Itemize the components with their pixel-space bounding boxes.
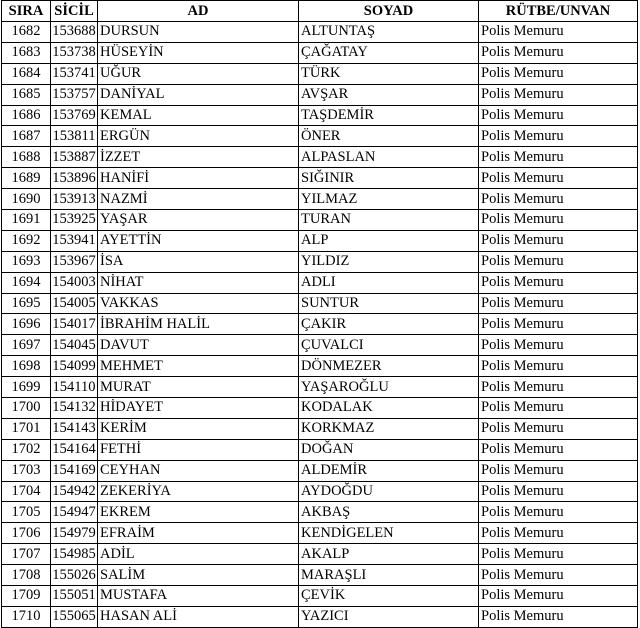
ad-cell: DANİYAL: [98, 84, 299, 105]
soyad-cell: TAŞDEMİR: [299, 105, 479, 126]
ad-cell: EKREM: [98, 502, 299, 523]
rutbe-cell: Polis Memuru: [479, 544, 638, 565]
ad-cell: HÜSEYİN: [98, 42, 299, 63]
sira-cell: 1697: [2, 335, 51, 356]
table-row: [2, 63, 638, 84]
soyad-cell: ÇAKIR: [299, 314, 479, 335]
sira-cell: 1703: [2, 460, 51, 481]
sira-cell: 1692: [2, 230, 51, 251]
sira-cell: 1694: [2, 272, 51, 293]
table-row: [2, 377, 638, 398]
table-row: [2, 230, 638, 251]
soyad-cell: KODALAK: [299, 398, 479, 419]
ad-cell: MURAT: [98, 377, 299, 398]
sicil-cell: 153925: [51, 210, 98, 231]
soyad-cell: YAŞAROĞLU: [299, 377, 479, 398]
soyad-cell: SIĞINIR: [299, 168, 479, 189]
sicil-cell: 153811: [51, 126, 98, 147]
rutbe-cell: Polis Memuru: [479, 606, 638, 627]
sira-cell: 1682: [2, 22, 51, 43]
rutbe-cell: Polis Memuru: [479, 460, 638, 481]
sira-cell: 1707: [2, 544, 51, 565]
sicil-cell: 153769: [51, 105, 98, 126]
soyad-cell: AYDOĞDU: [299, 481, 479, 502]
ad-cell: HANİFİ: [98, 168, 299, 189]
sicil-cell: 153967: [51, 251, 98, 272]
rutbe-cell: Polis Memuru: [479, 251, 638, 272]
rutbe-cell: Polis Memuru: [479, 42, 638, 63]
sicil-cell: 154099: [51, 356, 98, 377]
sicil-cell: 153741: [51, 63, 98, 84]
rutbe-cell: Polis Memuru: [479, 293, 638, 314]
header-row: [2, 1, 638, 22]
sira-cell: 1685: [2, 84, 51, 105]
rutbe-cell: Polis Memuru: [479, 481, 638, 502]
rutbe-cell: Polis Memuru: [479, 502, 638, 523]
sira-cell: 1684: [2, 63, 51, 84]
sira-cell: 1701: [2, 418, 51, 439]
soyad-cell: ÇUVALCI: [299, 335, 479, 356]
rutbe-cell: Polis Memuru: [479, 230, 638, 251]
ad-cell: HASAN ALİ: [98, 606, 299, 627]
ad-cell: İSA: [98, 251, 299, 272]
rutbe-cell: Polis Memuru: [479, 377, 638, 398]
rutbe-cell: Polis Memuru: [479, 189, 638, 210]
soyad-cell: ALPASLAN: [299, 147, 479, 168]
table-row: [2, 398, 638, 419]
sira-cell: 1689: [2, 168, 51, 189]
sicil-cell: 153887: [51, 147, 98, 168]
sicil-cell: 153738: [51, 42, 98, 63]
rutbe-cell: Polis Memuru: [479, 63, 638, 84]
table-row: [2, 168, 638, 189]
soyad-cell: ALDEMİR: [299, 460, 479, 481]
sira-cell: 1686: [2, 105, 51, 126]
ad-cell: MUSTAFA: [98, 586, 299, 607]
ad-cell: SALİM: [98, 565, 299, 586]
ad-cell: DURSUN: [98, 22, 299, 43]
sira-cell: 1710: [2, 606, 51, 627]
sira-cell: 1693: [2, 251, 51, 272]
rutbe-cell: Polis Memuru: [479, 84, 638, 105]
sicil-cell: 154045: [51, 335, 98, 356]
table-row: [2, 251, 638, 272]
table-row: [2, 272, 638, 293]
rutbe-cell: Polis Memuru: [479, 22, 638, 43]
sira-cell: 1705: [2, 502, 51, 523]
table-header: [2, 1, 638, 22]
soyad-cell: ÇEVİK: [299, 586, 479, 607]
sicil-cell: 154017: [51, 314, 98, 335]
sicil-cell: 155026: [51, 565, 98, 586]
ad-cell: CEYHAN: [98, 460, 299, 481]
table-row: [2, 606, 638, 627]
ad-cell: AYETTİN: [98, 230, 299, 251]
soyad-cell: ÇAĞATAY: [299, 42, 479, 63]
rutbe-cell: Polis Memuru: [479, 335, 638, 356]
sira-cell: 1688: [2, 147, 51, 168]
sicil-cell: 155065: [51, 606, 98, 627]
sicil-cell: 154143: [51, 418, 98, 439]
soyad-cell: YILMAZ: [299, 189, 479, 210]
sira-cell: 1708: [2, 565, 51, 586]
sira-cell: 1702: [2, 439, 51, 460]
table-row: [2, 335, 638, 356]
header-soyad: SOYAD: [299, 1, 479, 22]
soyad-cell: AKBAŞ: [299, 502, 479, 523]
table-row: [2, 544, 638, 565]
sicil-cell: 153913: [51, 189, 98, 210]
sicil-cell: 154947: [51, 502, 98, 523]
ad-cell: İBRAHİM HALİL: [98, 314, 299, 335]
sicil-cell: 154003: [51, 272, 98, 293]
ad-cell: ADİL: [98, 544, 299, 565]
rutbe-cell: Polis Memuru: [479, 439, 638, 460]
ad-cell: DAVUT: [98, 335, 299, 356]
header-sira: SIRA: [2, 1, 51, 22]
sicil-cell: 154164: [51, 439, 98, 460]
table-row: [2, 565, 638, 586]
ad-cell: ERGÜN: [98, 126, 299, 147]
table-row: [2, 147, 638, 168]
rutbe-cell: Polis Memuru: [479, 398, 638, 419]
sicil-cell: 153896: [51, 168, 98, 189]
header-rutbe: RÜTBE/UNVAN: [479, 1, 638, 22]
sira-cell: 1691: [2, 210, 51, 231]
rutbe-cell: Polis Memuru: [479, 523, 638, 544]
soyad-cell: ÖNER: [299, 126, 479, 147]
soyad-cell: AKALP: [299, 544, 479, 565]
personnel-table: [1, 0, 638, 628]
soyad-cell: KORKMAZ: [299, 418, 479, 439]
header-sicil: SİCİL: [51, 1, 98, 22]
ad-cell: HİDAYET: [98, 398, 299, 419]
soyad-cell: TÜRK: [299, 63, 479, 84]
rutbe-cell: Polis Memuru: [479, 147, 638, 168]
rutbe-cell: Polis Memuru: [479, 168, 638, 189]
sira-cell: 1698: [2, 356, 51, 377]
sira-cell: 1696: [2, 314, 51, 335]
table-row: [2, 460, 638, 481]
soyad-cell: SUNTUR: [299, 293, 479, 314]
ad-cell: NİHAT: [98, 272, 299, 293]
rutbe-cell: Polis Memuru: [479, 356, 638, 377]
soyad-cell: ADLI: [299, 272, 479, 293]
soyad-cell: DOĞAN: [299, 439, 479, 460]
sicil-cell: 153688: [51, 22, 98, 43]
soyad-cell: KENDİGELEN: [299, 523, 479, 544]
sicil-cell: 154985: [51, 544, 98, 565]
ad-cell: NAZMİ: [98, 189, 299, 210]
ad-cell: KEMAL: [98, 105, 299, 126]
sira-cell: 1690: [2, 189, 51, 210]
ad-cell: KERİM: [98, 418, 299, 439]
soyad-cell: DÖNMEZER: [299, 356, 479, 377]
table-row: [2, 481, 638, 502]
ad-cell: MEHMET: [98, 356, 299, 377]
sicil-cell: 154169: [51, 460, 98, 481]
table-row: [2, 293, 638, 314]
sicil-cell: 155051: [51, 586, 98, 607]
table-row: [2, 126, 638, 147]
table-row: [2, 418, 638, 439]
table-row: [2, 42, 638, 63]
sira-cell: 1683: [2, 42, 51, 63]
soyad-cell: TURAN: [299, 210, 479, 231]
table-row: [2, 22, 638, 43]
ad-cell: FETHİ: [98, 439, 299, 460]
table-row: [2, 189, 638, 210]
soyad-cell: ALP: [299, 230, 479, 251]
ad-cell: YAŞAR: [98, 210, 299, 231]
sira-cell: 1704: [2, 481, 51, 502]
rutbe-cell: Polis Memuru: [479, 126, 638, 147]
soyad-cell: AVŞAR: [299, 84, 479, 105]
sicil-cell: 154979: [51, 523, 98, 544]
table-row: [2, 439, 638, 460]
sira-cell: 1699: [2, 377, 51, 398]
ad-cell: EFRAİM: [98, 523, 299, 544]
table-row: [2, 105, 638, 126]
header-ad: AD: [98, 1, 299, 22]
sira-cell: 1700: [2, 398, 51, 419]
table-row: [2, 523, 638, 544]
table-row: [2, 586, 638, 607]
table-row: [2, 210, 638, 231]
soyad-cell: MARAŞLI: [299, 565, 479, 586]
rutbe-cell: Polis Memuru: [479, 105, 638, 126]
table-row: [2, 502, 638, 523]
table-row: [2, 356, 638, 377]
sicil-cell: 154942: [51, 481, 98, 502]
rutbe-cell: Polis Memuru: [479, 586, 638, 607]
rutbe-cell: Polis Memuru: [479, 565, 638, 586]
sicil-cell: 153757: [51, 84, 98, 105]
soyad-cell: YILDIZ: [299, 251, 479, 272]
sicil-cell: 154132: [51, 398, 98, 419]
sicil-cell: 153941: [51, 230, 98, 251]
table-row: [2, 84, 638, 105]
soyad-cell: YAZICI: [299, 606, 479, 627]
rutbe-cell: Polis Memuru: [479, 272, 638, 293]
sira-cell: 1709: [2, 586, 51, 607]
ad-cell: İZZET: [98, 147, 299, 168]
table-row: [2, 314, 638, 335]
sicil-cell: 154005: [51, 293, 98, 314]
sira-cell: 1706: [2, 523, 51, 544]
ad-cell: ZEKERİYA: [98, 481, 299, 502]
soyad-cell: ALTUNTAŞ: [299, 22, 479, 43]
table-body: [2, 22, 638, 628]
sira-cell: 1687: [2, 126, 51, 147]
rutbe-cell: Polis Memuru: [479, 418, 638, 439]
sicil-cell: 154110: [51, 377, 98, 398]
rutbe-cell: Polis Memuru: [479, 314, 638, 335]
sira-cell: 1695: [2, 293, 51, 314]
ad-cell: UĞUR: [98, 63, 299, 84]
rutbe-cell: Polis Memuru: [479, 210, 638, 231]
ad-cell: VAKKAS: [98, 293, 299, 314]
